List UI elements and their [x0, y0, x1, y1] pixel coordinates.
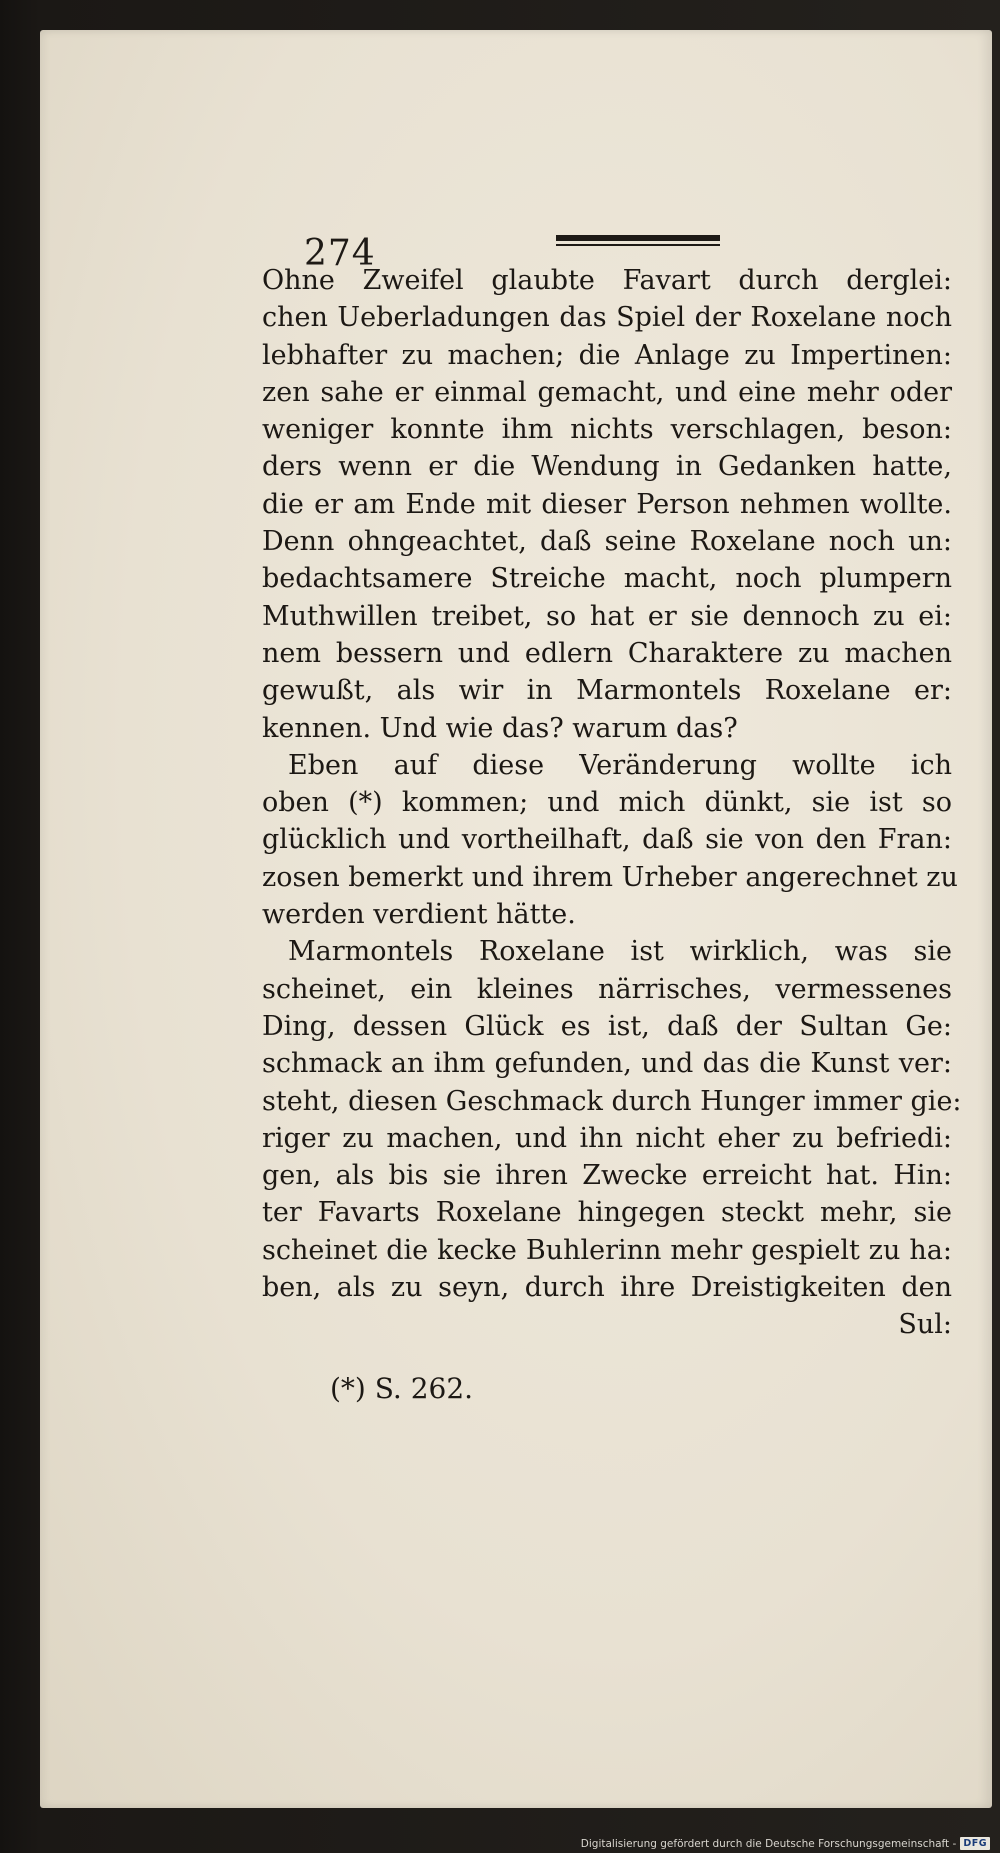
text-line: Marmontels Roxelane ist wirklich, was sie — [288, 936, 952, 968]
text-line: glücklich und vortheilhaft, daß sie von den Fran: — [262, 824, 952, 856]
text-line: scheinet, ein kleines närrisches, vermessenes — [262, 973, 952, 1005]
text-line: gen, als bis sie ihren Zwecke erreicht hat. Hin: — [262, 1160, 952, 1192]
text-line: oben (*) kommen; und mich dünkt, sie ist so — [262, 787, 952, 819]
text-line: chen Ueberladungen das Spiel der Roxelane noch — [262, 302, 952, 334]
text-line: weniger konnte ihm nichts verschlagen, beson: — [262, 414, 952, 446]
text-line: Ding, dessen Glück es ist, daß der Sultan Ge: — [262, 1010, 952, 1042]
credit-text: Digitalisierung gefördert durch die Deutsche Forschungsgemeinschaft - — [580, 1837, 957, 1850]
digitization-credit — [581, 1837, 990, 1850]
text-line: bedachtsamere Streiche macht, noch plumpern — [262, 563, 952, 595]
text-line: gewußt, als wir in Marmontels Roxelane er: — [262, 675, 952, 707]
text-line: Muthwillen treibet, so hat er sie dennoch zu ei: — [262, 600, 952, 632]
text-line: Denn ohngeachtet, daß seine Roxelane noch un: — [262, 526, 952, 558]
ornament-bar-thin — [556, 244, 720, 246]
text-line: zen sahe er einmal gemacht, und eine mehr oder — [262, 376, 952, 408]
text-line: steht, diesen Geschmack durch Hunger immer gie: — [262, 1085, 962, 1117]
text-line: lebhafter zu machen; die Anlage zu Impertinen: — [262, 339, 952, 371]
ornament-rule — [556, 233, 720, 249]
text-line: Eben auf diese Veränderung wollte ich — [288, 749, 952, 781]
text-line: nem bessern und edlern Charaktere zu machen — [262, 637, 952, 669]
text-line: die er am Ende mit dieser Person nehmen wollte. — [262, 488, 952, 520]
text-line: ben, als zu seyn, durch ihre Dreistigkeiten den — [262, 1272, 952, 1304]
ornament-bar-thick — [556, 235, 720, 241]
text-line: scheinet die kecke Buhlerinn mehr gespielt zu ha: — [262, 1234, 952, 1266]
body-text — [262, 262, 962, 1344]
footnote: (*) S. 262. — [330, 1372, 474, 1405]
text-line: werden verdient hätte. — [262, 899, 576, 931]
text-line: ders wenn er die Wendung in Gedanken hatte, — [262, 451, 952, 483]
text-line: riger zu machen, und ihn nicht eher zu befriedi: — [262, 1122, 952, 1154]
text-line: schmack an ihm gefunden, und das die Kunst ver: — [262, 1048, 952, 1080]
catchword: Sul: — [898, 1309, 952, 1341]
page-number: 274 — [304, 233, 376, 274]
text-line: ter Favarts Roxelane hingegen steckt mehr, sie — [262, 1197, 952, 1229]
text-line: Ohne Zweifel glaubte Favart durch derglei: — [262, 265, 952, 296]
text-line: zosen bemerkt und ihrem Urheber angerechnet zu — [262, 861, 958, 893]
dfg-logo: DFG — [960, 1837, 990, 1850]
text-line: kennen. Und wie das? warum das? — [262, 712, 738, 744]
